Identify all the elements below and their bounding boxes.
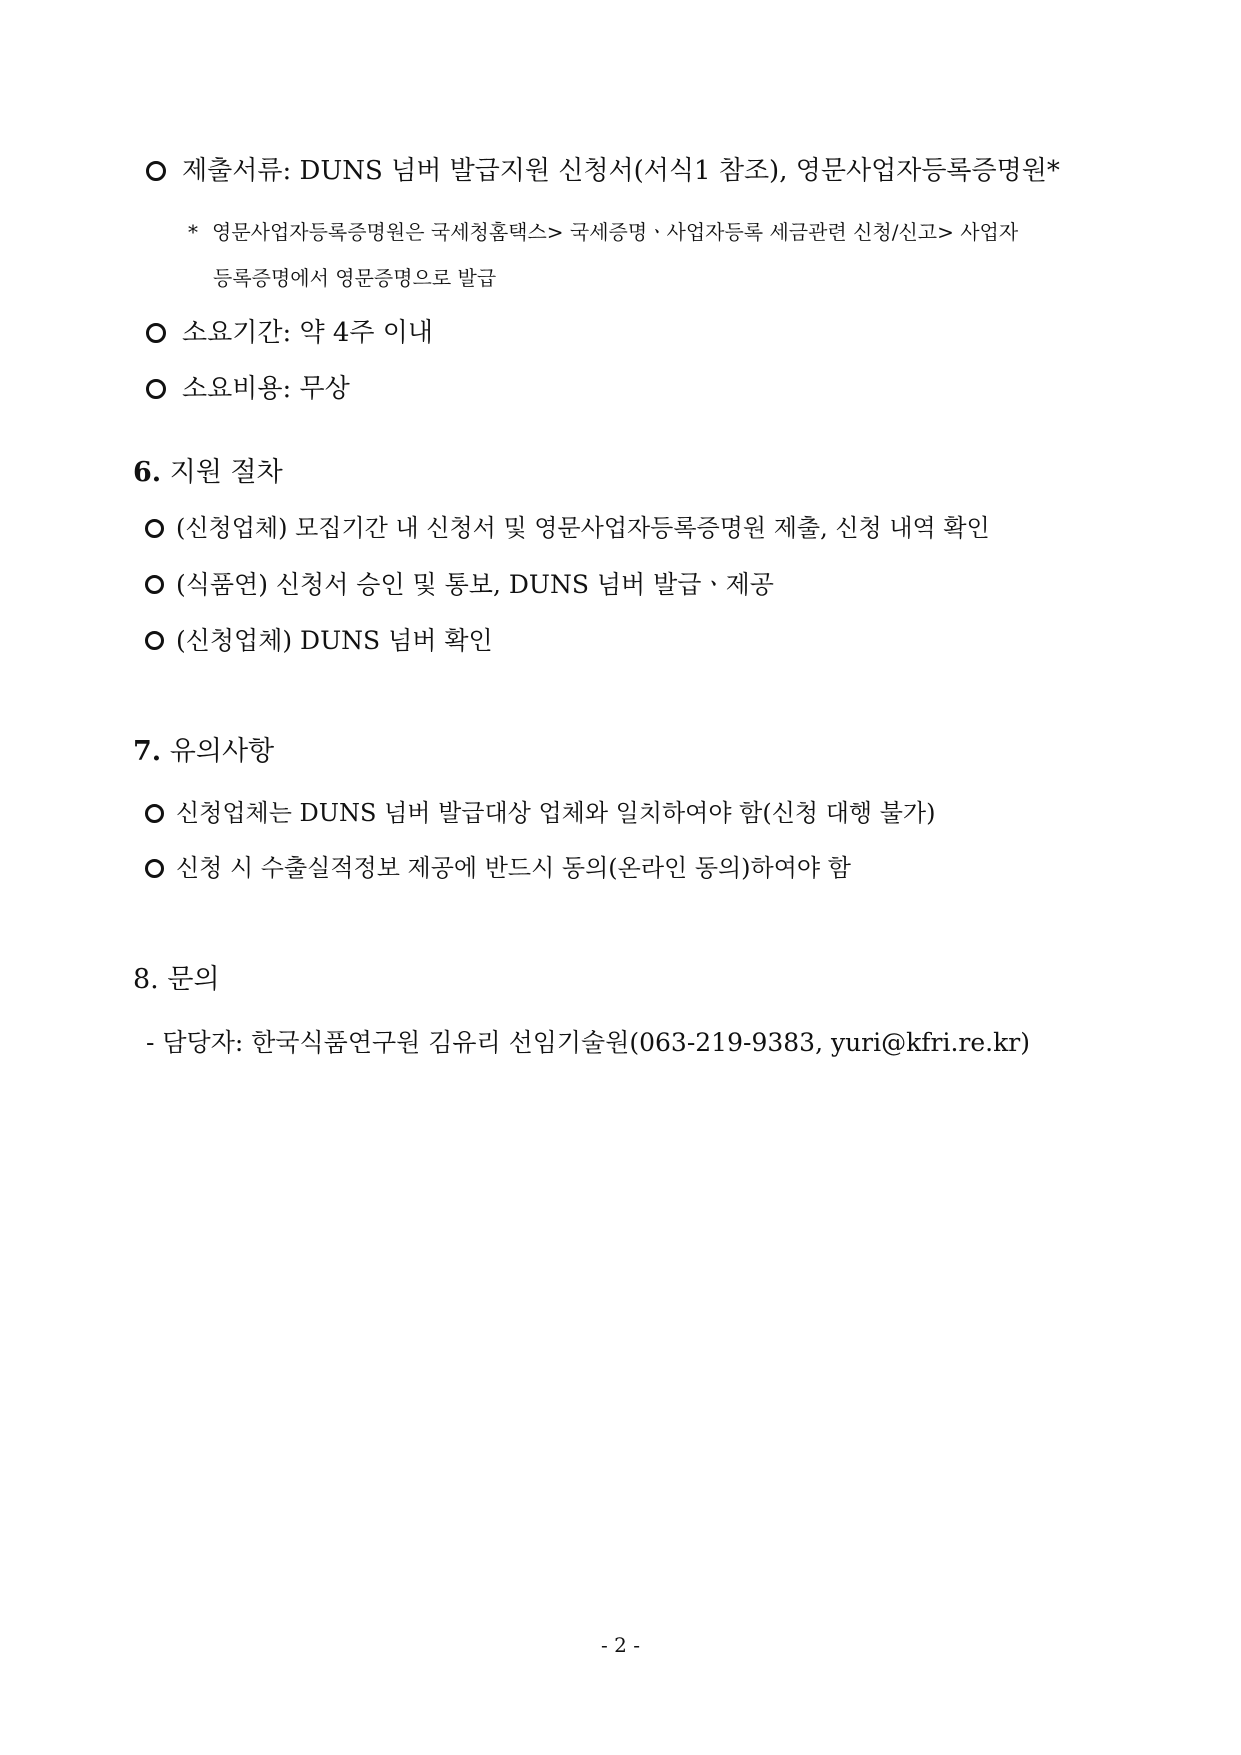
circle-bullet-icon [146,379,166,399]
section-8-title: 문의 [167,964,220,995]
section-6-title: 지원 절차 [169,457,283,488]
footnote-asterisk: * [188,220,198,244]
section-8-heading [133,966,220,993]
circle-bullet-icon [145,804,164,823]
section-6-number: 6. [133,457,162,488]
section-7-title: 유의사항 [169,736,275,767]
cost-item [146,376,350,402]
section-7-number: 7. [133,736,162,767]
caution-item-2 [145,856,851,880]
procedure-item-2 [145,572,774,597]
procedure-item-1 [145,516,990,540]
procedure-text-3: (신청업체) DUNS 넘버 확인 [176,626,493,655]
duration-item [146,320,433,346]
circle-bullet-icon [145,519,164,538]
caution-text-1: 신청업체는 DUNS 넘버 발급대상 업체와 일치하여야 함(신청 대행 불가) [176,799,936,827]
contact-line: - 담당자: 한국식품연구원 김유리 선임기술원(063-219-9383, yuri@kfri.re.kr) [146,1028,1030,1057]
footnote-line-1 [188,222,1018,242]
section-8-number: 8. [133,964,159,995]
caution-text-2: 신청 시 수출실적정보 제공에 반드시 동의(온라인 동의)하여야 함 [176,854,851,882]
circle-bullet-icon [145,631,164,650]
footnote-text-1: 영문사업자등록증명원은 국세청홈택스> 국세증명ㆍ사업자등록 세금관련 신청/신고> 사업자 [212,220,1019,244]
procedure-text-2: (식품연) 신청서 승인 및 통보, DUNS 넘버 발급ㆍ제공 [176,570,774,599]
procedure-item-3 [145,628,493,653]
procedure-text-1: (신청업체) 모집기간 내 신청서 및 영문사업자등록증명원 제출, 신청 내역 확인 [176,514,990,542]
submission-docs-item [146,158,1060,184]
circle-bullet-icon [146,161,166,181]
submission-docs-text: 제출서류: DUNS 넘버 발급지원 신청서(서식1 참조), 영문사업자등록증명원* [182,156,1060,186]
caution-item-1 [145,801,935,825]
circle-bullet-icon [145,575,164,594]
duration-text: 소요기간: 약 4주 이내 [182,318,434,348]
circle-bullet-icon [145,859,164,878]
cost-text: 소요비용: 무상 [182,374,350,404]
page-number: - 2 - [601,1633,640,1657]
footnote-line-2: 등록증명에서 영문증명으로 발급 [213,266,497,290]
section-6-heading [133,459,283,486]
section-7-heading [133,738,274,765]
circle-bullet-icon [146,323,166,343]
